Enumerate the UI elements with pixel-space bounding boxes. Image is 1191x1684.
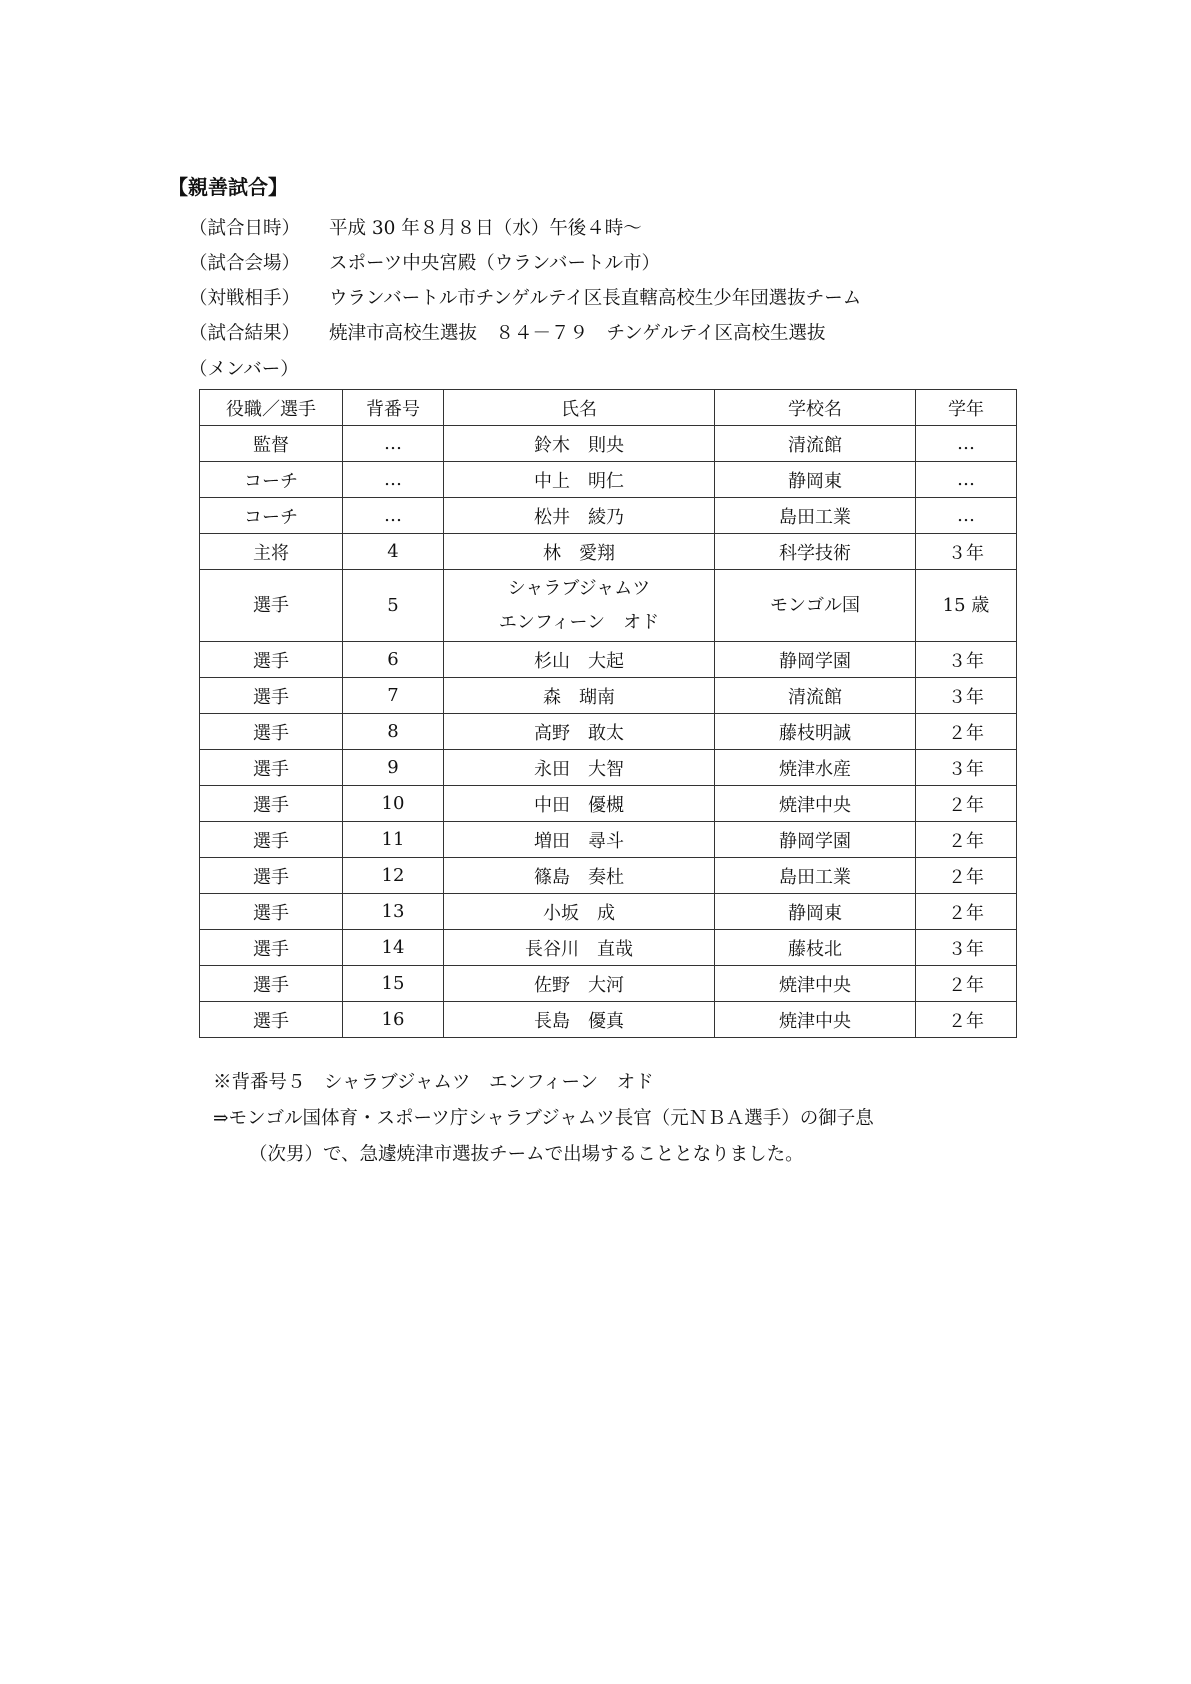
info-row-opponent [189, 281, 861, 316]
cell-school: 島田工業 [715, 498, 916, 534]
cell-school: 静岡学園 [715, 822, 916, 858]
cell-name: 長谷川 直哉 [444, 930, 715, 966]
info-value: 焼津市高校生選抜 ８４－７９ チンゲルテイ区高校生選抜 [329, 323, 826, 344]
cell-role: コーチ [200, 462, 343, 498]
cell-name: 松井 綾乃 [444, 498, 715, 534]
cell-role: 選手 [200, 822, 343, 858]
cell-grade: … [916, 462, 1017, 498]
cell-number: 5 [343, 570, 444, 642]
cell-role: 監督 [200, 426, 343, 462]
cell-school: 静岡東 [715, 462, 916, 498]
cell-grade: ２年 [916, 1002, 1017, 1038]
cell-number: … [343, 498, 444, 534]
info-label: （試合会場） [189, 253, 301, 274]
note-line-2: ⇒モンゴル国体育・スポーツ庁シャラブジャムツ長官（元ＮＢＡ選手）の御子息 [213, 1108, 874, 1129]
cell-grade: … [916, 426, 1017, 462]
cell-role: 選手 [200, 786, 343, 822]
cell-school: 焼津中央 [715, 966, 916, 1002]
cell-number: 10 [343, 786, 444, 822]
cell-number: … [343, 426, 444, 462]
roster-table [199, 389, 1017, 1038]
column-header-school: 学校名 [715, 390, 916, 426]
cell-school: 静岡学園 [715, 642, 916, 678]
table-row [200, 642, 1017, 678]
cell-school: 藤枝北 [715, 930, 916, 966]
cell-name: 高野 敢太 [444, 714, 715, 750]
cell-name: 長島 優真 [444, 1002, 715, 1038]
column-header-role: 役職／選手 [200, 390, 343, 426]
table-row [200, 786, 1017, 822]
cell-name: 鈴木 則央 [444, 426, 715, 462]
info-label: （試合日時） [189, 218, 301, 239]
cell-role: 選手 [200, 894, 343, 930]
cell-school: 島田工業 [715, 858, 916, 894]
cell-grade: ２年 [916, 822, 1017, 858]
cell-grade: ３年 [916, 750, 1017, 786]
cell-grade: ２年 [916, 714, 1017, 750]
cell-school: 清流館 [715, 426, 916, 462]
cell-role: 選手 [200, 678, 343, 714]
cell-grade: ２年 [916, 786, 1017, 822]
cell-name: 佐野 大河 [444, 966, 715, 1002]
table-header-row [200, 390, 1017, 426]
cell-role: 選手 [200, 642, 343, 678]
info-label: （試合結果） [189, 323, 301, 344]
info-value: ウランバートル市チンゲルテイ区長直轄高校生少年団選抜チーム [329, 288, 862, 309]
cell-grade: ３年 [916, 930, 1017, 966]
cell-name: 杉山 大起 [444, 642, 715, 678]
cell-school: 科学技術 [715, 534, 916, 570]
cell-role: 選手 [200, 1002, 343, 1038]
table-row [200, 714, 1017, 750]
info-row-result [189, 316, 861, 351]
cell-name: 森 瑚南 [444, 678, 715, 714]
table-row [200, 894, 1017, 930]
cell-number: 12 [343, 858, 444, 894]
cell-name [444, 570, 715, 642]
info-row-venue [189, 246, 861, 281]
cell-role: 選手 [200, 966, 343, 1002]
cell-number: 4 [343, 534, 444, 570]
cell-grade: ３年 [916, 678, 1017, 714]
cell-name: 中上 明仁 [444, 462, 715, 498]
cell-number: 13 [343, 894, 444, 930]
cell-number: 14 [343, 930, 444, 966]
cell-number: 11 [343, 822, 444, 858]
members-label: （メンバー） [189, 359, 299, 380]
table-row [200, 678, 1017, 714]
cell-role: 主将 [200, 534, 343, 570]
cell-name: 中田 優槻 [444, 786, 715, 822]
cell-role: 選手 [200, 858, 343, 894]
note-line-3: （次男）で、急遽焼津市選抜チームで出場することとなりました。 [249, 1144, 804, 1165]
cell-number: 9 [343, 750, 444, 786]
cell-school: 焼津中央 [715, 1002, 916, 1038]
info-value: 平成 30 年８月８日（水）午後４時～ [329, 218, 642, 239]
cell-number: 16 [343, 1002, 444, 1038]
name-line-2: エンフィーン オド [498, 611, 660, 633]
cell-school: モンゴル国 [715, 570, 916, 642]
table-row [200, 750, 1017, 786]
table-row [200, 462, 1017, 498]
cell-role: コーチ [200, 498, 343, 534]
info-row-datetime [189, 211, 861, 246]
notes [213, 1065, 874, 1173]
column-header-name: 氏名 [444, 390, 715, 426]
section-title: 【親善試合】 [168, 175, 288, 199]
match-info-list [189, 211, 861, 351]
cell-name: 永田 大智 [444, 750, 715, 786]
cell-number: 6 [343, 642, 444, 678]
table-row [200, 822, 1017, 858]
table-row [200, 426, 1017, 462]
cell-role: 選手 [200, 750, 343, 786]
table-row [200, 498, 1017, 534]
cell-number: 7 [343, 678, 444, 714]
cell-school: 藤枝明誠 [715, 714, 916, 750]
table-row [200, 534, 1017, 570]
name-line-1: シャラブジャムツ [507, 577, 651, 599]
column-header-number: 背番号 [343, 390, 444, 426]
cell-name: 篠島 奏杜 [444, 858, 715, 894]
cell-name: 小坂 成 [444, 894, 715, 930]
cell-grade: … [916, 498, 1017, 534]
cell-grade: 15 歳 [916, 570, 1017, 642]
table-row [200, 966, 1017, 1002]
cell-name: 増田 尋斗 [444, 822, 715, 858]
note-line-1: ※背番号５ シャラブジャムツ エンフィーン オド [213, 1072, 654, 1093]
column-header-grade: 学年 [916, 390, 1017, 426]
table-row [200, 930, 1017, 966]
info-value: スポーツ中央宮殿（ウランバートル市） [329, 253, 660, 274]
info-label: （対戦相手） [189, 288, 301, 309]
cell-school: 焼津中央 [715, 786, 916, 822]
cell-grade: ２年 [916, 858, 1017, 894]
cell-number: 8 [343, 714, 444, 750]
cell-school: 静岡東 [715, 894, 916, 930]
cell-role: 選手 [200, 714, 343, 750]
table-row [200, 1002, 1017, 1038]
cell-number: 15 [343, 966, 444, 1002]
table-row [200, 570, 1017, 642]
cell-role: 選手 [200, 570, 343, 642]
cell-school: 清流館 [715, 678, 916, 714]
cell-role: 選手 [200, 930, 343, 966]
cell-grade: ２年 [916, 966, 1017, 1002]
table-row [200, 858, 1017, 894]
cell-grade: ２年 [916, 894, 1017, 930]
cell-school: 焼津水産 [715, 750, 916, 786]
cell-grade: ３年 [916, 642, 1017, 678]
cell-grade: ３年 [916, 534, 1017, 570]
cell-number: … [343, 462, 444, 498]
cell-name: 林 愛翔 [444, 534, 715, 570]
